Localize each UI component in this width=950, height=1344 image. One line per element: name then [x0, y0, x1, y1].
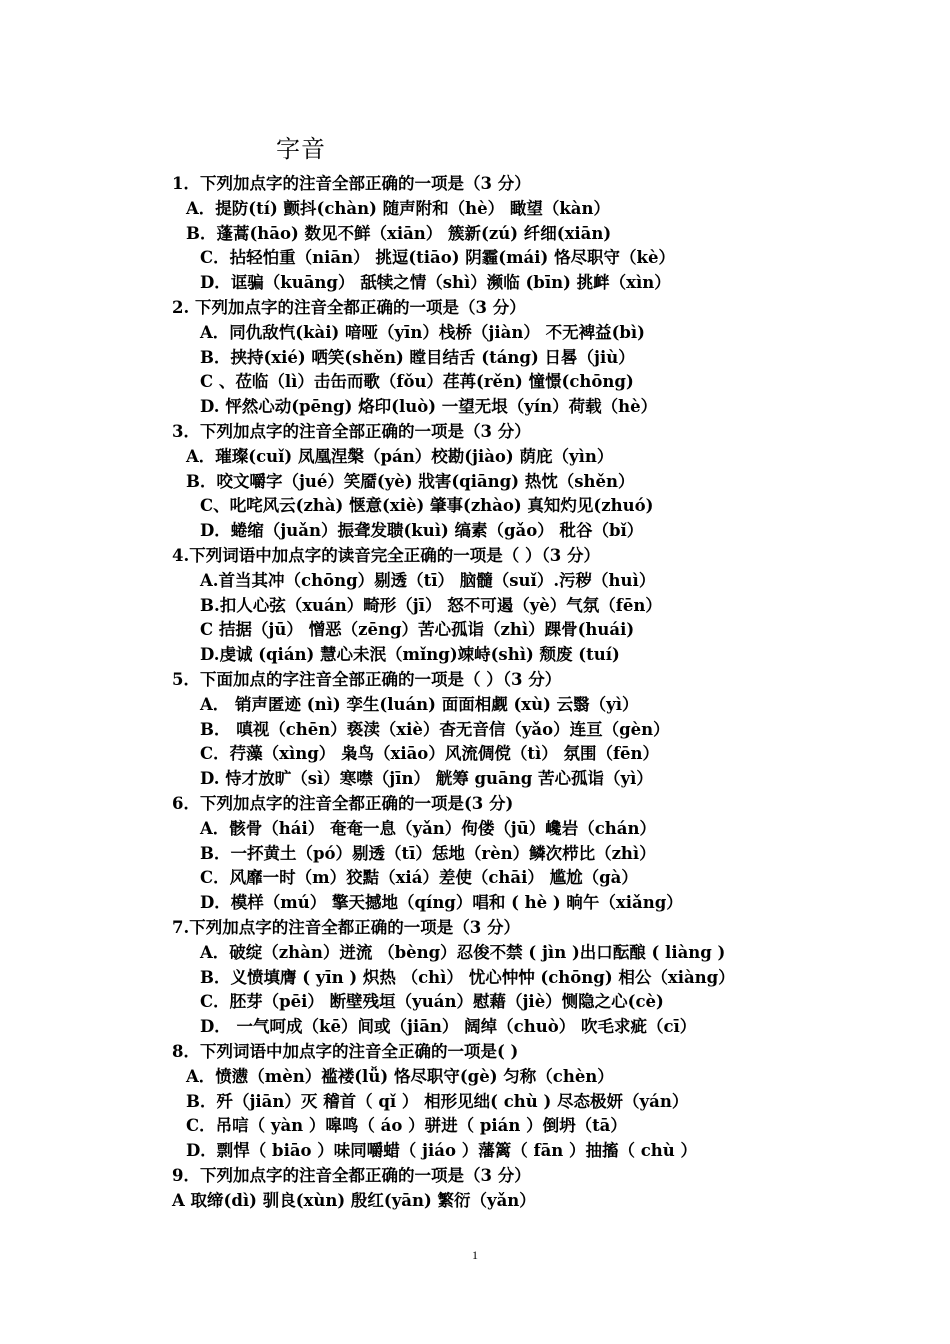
answer-option: B．歼（jiān）灭 稽首（ qǐ ） 相形见绌( chù ) 尽态极妍（yán） [186, 1091, 689, 1111]
answer-option: B． 嗔视（chēn）亵渎（xiè）杳无音信（yǎo）连亘（gèn） [200, 719, 670, 739]
answer-option: B．咬文嚼字（jué）笑靥(yè) 戕害(qiāng) 热忱（shěn） [186, 471, 635, 491]
answer-option: A．愤懑（mèn）褴褛(lǚ) 恪尽职守(gè) 匀称（chèn） [186, 1066, 614, 1086]
question-stem: 9．下列加点字的注音全都正确的一项是（3 分） [172, 1166, 531, 1185]
answer-option: D．剽悍（ biāo ）味同嚼蜡（ jiáo ）藩篱（ fān ）抽搐（ chù ） [186, 1141, 698, 1161]
answer-option: A．同仇敌忾(kài) 喑哑（yīn）栈桥（jiàn） 不无裨益(bì) [200, 322, 645, 342]
answer-option: A.首当其冲（chōng）剔透（tī） 脑髓（suǐ）.污秽（huì） [200, 570, 656, 590]
answer-option: D.虔诚 (qián) 慧心未泯（mǐng)竦峙(shì) 颓废 (tuí) [200, 645, 620, 665]
answer-option: A．破绽（zhàn）迸流 （bèng）忍俊不禁 ( jìn )出口酝酿 ( liàng ) [200, 942, 726, 962]
answer-option: D．诓骗（kuāng） 舐犊之情（shì）濒临 (bīn) 挑衅（xìn） [200, 273, 671, 293]
question-stem: 4.下列词语中加点字的读音完全正确的一项是（ ）（3 分） [172, 546, 600, 565]
question-stem: 1．下列加点字的注音全部正确的一项是（3 分） [172, 174, 531, 193]
answer-option: B．义愤填膺 ( yīn ) 炽热 （chì） 忧心忡忡 (chōng) 相公（xiàng） [200, 967, 735, 987]
answer-option: A．骸骨（hái） 奄奄一息（yǎn）佝偻（jū）巉岩（chán） [200, 818, 656, 838]
page-title: 字音 [276, 135, 326, 163]
answer-option: C．吊唁（ yàn ）嗥鸣（ áo ）骈进（ pián ）倒坍（tā） [186, 1116, 627, 1136]
answer-option: D. 怦然心动(pēng) 烙印(luò) 一望无垠（yín）荷载（hè） [200, 397, 658, 417]
answer-option: C．荇藻（xìng） 枭鸟（xiāo）风流倜傥（tì） 氛围（fēn） [200, 744, 660, 764]
question-stem: A 取缔(dì) 驯良(xùn) 殷红(yān) 繁衍（yǎn） [172, 1190, 536, 1210]
answer-option: A．璀璨(cuǐ) 凤凰涅槃（pán）校勘(jiào) 荫庇（yìn） [186, 446, 614, 466]
answer-option: A．提防(tí) 颤抖(chàn) 随声附和（hè） 瞰望（kàn） [186, 198, 610, 218]
question-stem: 5．下面加点的字注音全部正确的一项是（ ）（3 分） [172, 670, 562, 689]
question-stem: 6．下列加点字的注音全都正确的一项是(3 分) [172, 794, 514, 813]
answer-option: A． 销声匿迹 (nì) 孪生(luán) 面面相觑 (xù) 云翳（yì） [200, 694, 639, 714]
question-stem: 8．下列词语中加点字的注音全正确的一项是( ) [172, 1042, 519, 1061]
answer-option: D. 恃才放旷（sì）寒噤（jīn） 觥筹 guāng 苦心孤诣（yì） [200, 769, 653, 789]
answer-option: C．拈轻怕重（niān） 挑逗(tiāo) 阴霾(mái) 恪尽职守（kè） [200, 248, 675, 268]
answer-option: B．挟持(xié) 哂笑(shěn) 瞠目结舌 (táng) 日晷（jiù） [200, 347, 635, 367]
question-stem: 2. 下列加点字的注音全都正确的一项是（3 分） [172, 298, 526, 317]
question-stem: 7.下列加点字的注音全都正确的一项是（3 分） [172, 918, 520, 937]
answer-option: C．风靡一时（m）狡黠（xiá）差使（chāi） 尴尬（gà） [200, 868, 638, 888]
answer-option: B.扣人心弦（xuán）畸形（jī） 怒不可遏（yè）气氛（fēn） [200, 595, 662, 615]
answer-option: D．蜷缩（juǎn）振聋发聩(kuì) 缟素（gǎo） 秕谷（bǐ） [200, 521, 644, 541]
question-stem: 3．下列加点字的注音全部正确的一项是（3 分） [172, 422, 531, 441]
answer-option: C 拮据（jū） 憎恶（zēng）苦心孤诣（zhì）踝骨(huái) [200, 620, 635, 640]
answer-option: C、叱咤风云(zhà) 惬意(xiè) 肇事(zhào) 真知灼见(zhuó) [200, 496, 654, 516]
answer-option: D． 一气呵成（kē）间或（jiān） 阔绰（chuò） 吹毛求疵（cī） [200, 1017, 697, 1037]
answer-option: C 、莅临（lì）击缶而歌（fǒu）荏苒(rěn) 憧憬(chōng) [200, 372, 634, 392]
answer-option: B．一抔黄土（pó）剔透（tī）恁地（rèn）鳞次栉比（zhì） [200, 843, 656, 863]
page-number: 1 [472, 1248, 478, 1262]
answer-option: B．蓬蒿(hāo) 数见不鲜（xiān） 簇新(zú) 纤细(xiān) [186, 223, 612, 243]
answer-option: D．模样（mú） 擎天撼地（qíng）唱和 ( hè ) 晌午（xiǎng） [200, 893, 683, 913]
answer-option: C．胚芽（pēi） 断壁残垣（yuán）慰藉（jiè）恻隐之心(cè) [200, 992, 664, 1012]
